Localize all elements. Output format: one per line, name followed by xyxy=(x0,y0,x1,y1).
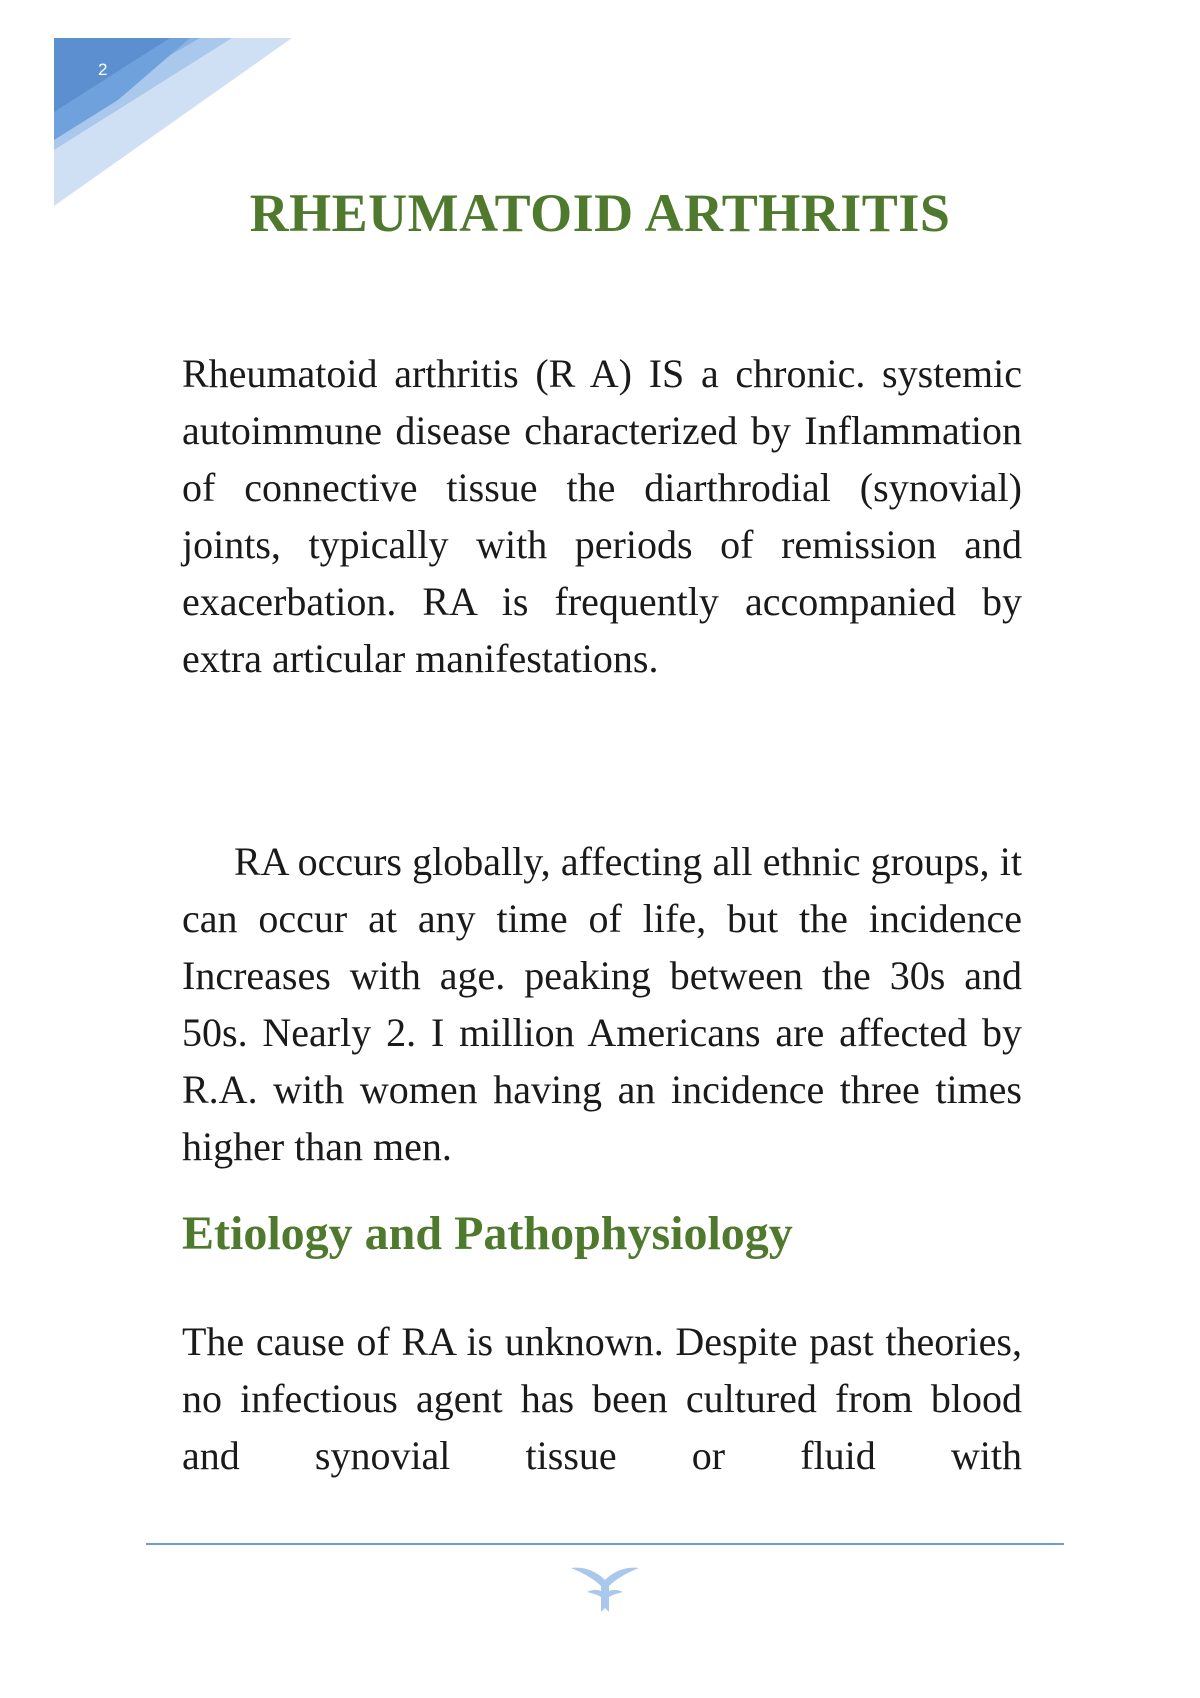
epidemiology-paragraph-block xyxy=(182,833,1022,1175)
page-title: RHEUMATOID ARTHRITIS xyxy=(249,183,951,243)
section-heading: Etiology and Pathophysiology xyxy=(182,1207,793,1260)
paragraph-etiology: The cause of RA is unknown. Despite past theories, no infectious agent has been cultured from blood and synovial tissue or fluid with xyxy=(182,1319,1022,1478)
intro-paragraph-block xyxy=(182,345,1022,687)
etiology-paragraph-block xyxy=(182,1313,1022,1484)
paragraph-epidemiology: RA occurs globally, affecting all ethnic groups, it can occur at any time of life, but the incidence Increases with age. peaking between the 30s and 50s. Nearly 2. I million Americans are affected by R.A. with women having an incidence three times higher than men. xyxy=(182,839,1022,1169)
corner-triangle-decoration xyxy=(0,0,300,210)
page-number: 2 xyxy=(98,60,108,79)
corner-decoration xyxy=(0,0,300,210)
footer-ornament-icon xyxy=(567,1562,643,1616)
paragraph-definition: Rheumatoid arthritis (R A) IS a chronic. systemic autoimmune disease characterized by Inflammation of connective tissue the diarthrodial (synovial) joints, typically with periods of remission and exacerbation. RA is frequently accompanied by extra articular manifestations. xyxy=(182,351,1022,681)
footer-divider xyxy=(146,1543,1064,1545)
